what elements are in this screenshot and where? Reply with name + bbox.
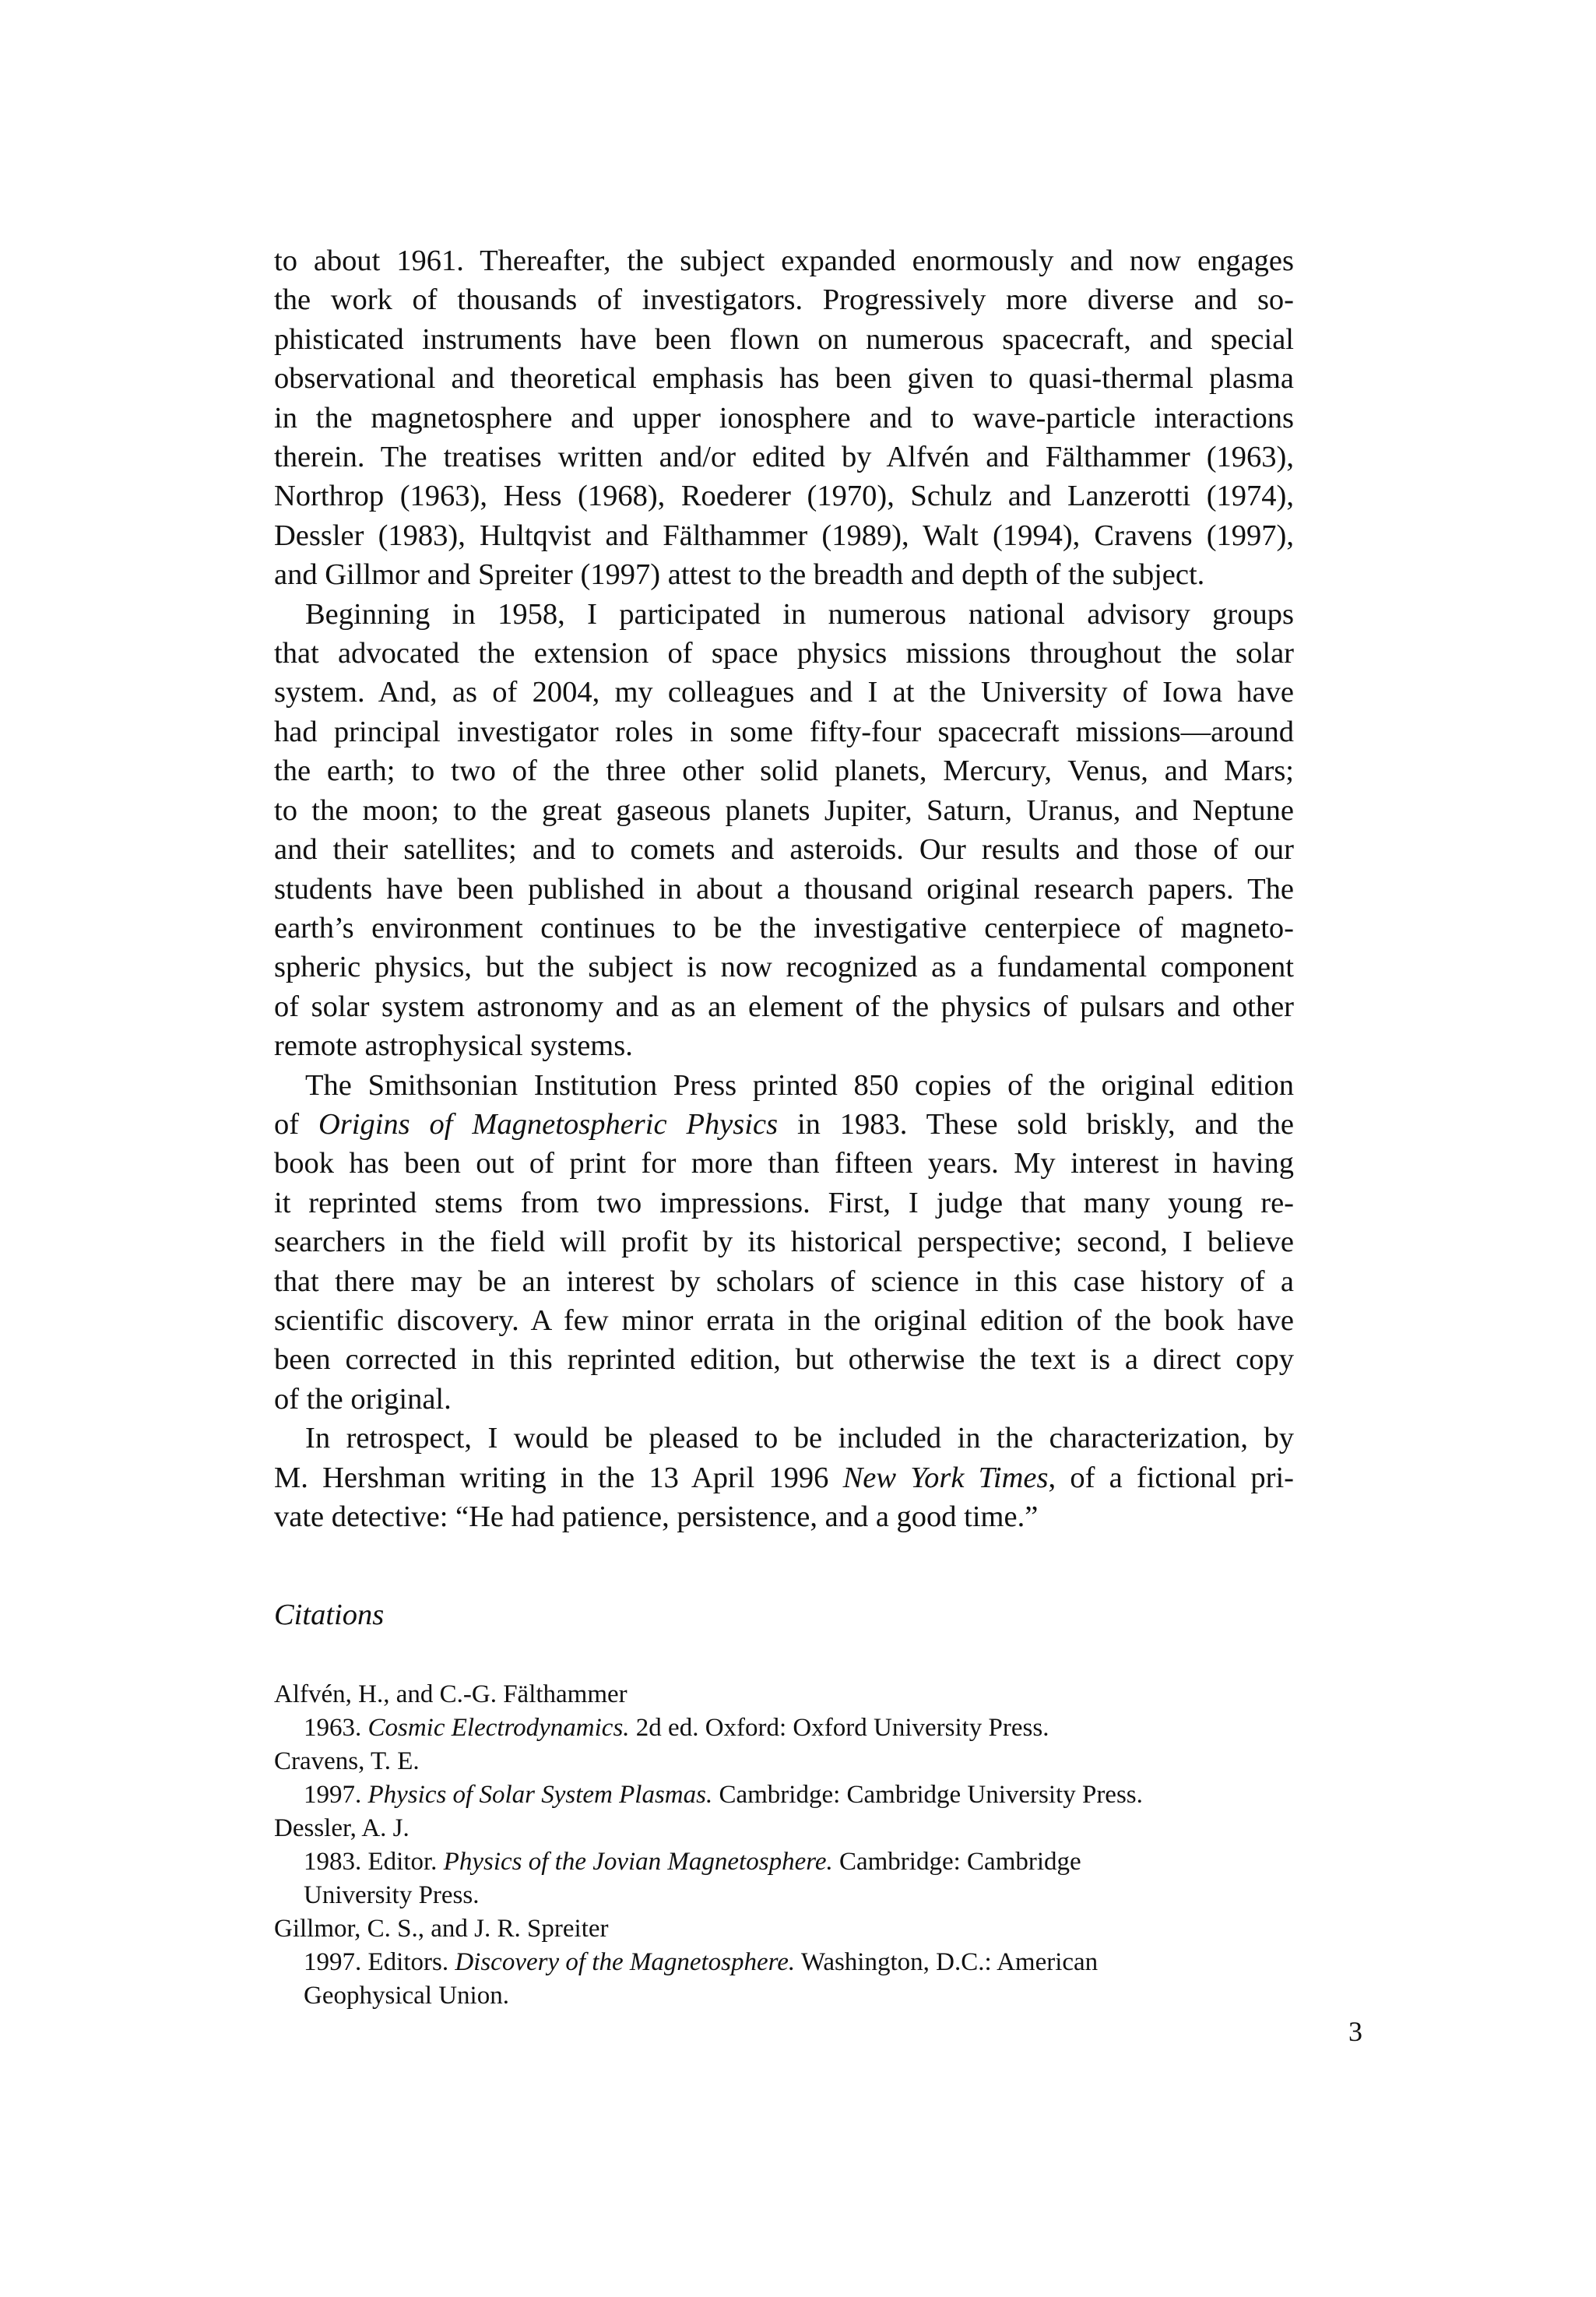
citation-entry (274, 1812, 1286, 1912)
citation-list (274, 1678, 1286, 2013)
text-line: it reprinted stems from two impressions. First, I judge that many young re- (274, 1186, 1294, 1219)
citation-role: Editor. (367, 1848, 438, 1876)
citation-publisher-cont: Geophysical Union. (304, 1982, 509, 2010)
text-line: spheric physics, but the subject is now recognized as a fundamental component (274, 951, 1294, 984)
text-line: and their satellites; and to comets and asteroids. Our results and those of our (274, 833, 1294, 867)
text-line: therein. The treatises written and/or edited by Alfvén and Fälthammer (1963), (274, 441, 1294, 474)
paragraph-4 (274, 1419, 1294, 1536)
book-title-origins: Origins of Magnetospheric Physics (318, 1107, 779, 1141)
text-line: the work of thousands of investigators. Progressively more diverse and so- (274, 283, 1294, 317)
paragraph-2 (274, 595, 1294, 1066)
text-line: in the magnetosphere and upper ionosphere and to wave-particle interactions (274, 401, 1294, 434)
text-fragment: in 1983. These sold briskly, and the (778, 1107, 1294, 1141)
citation-author: Dessler, A. J. (274, 1814, 410, 1842)
text-line: system. And, as of 2004, my colleagues and I at the University of Iowa have (274, 676, 1294, 709)
citation-year: 1963. (304, 1714, 362, 1742)
page-number: 3 (1348, 2016, 1362, 2047)
citation-detail (274, 1845, 1286, 1912)
citation-year: 1997. (304, 1781, 362, 1809)
text-line: that advocated the extension of space physics missions throughout the solar (274, 637, 1294, 670)
citation-title: Discovery of the Magnetosphere. (455, 1948, 796, 1976)
citation-author: Gillmor, C. S., and J. R. Spreiter (274, 1915, 609, 1943)
text-line: students have been published in about a thousand original research papers. The (274, 872, 1294, 906)
citation-title: Physics of Solar System Plasmas. (367, 1781, 713, 1809)
text-fragment: , of a fictional pri- (1048, 1461, 1294, 1494)
newspaper-title: New York Times (842, 1461, 1049, 1494)
paragraph-1 (274, 241, 1294, 595)
text-line: observational and theoretical emphasis has been given to quasi-thermal plasma (274, 362, 1294, 396)
citation-detail (274, 1946, 1286, 2013)
text-line: Beginning in 1958, I participated in numerous national advisory groups (305, 597, 1294, 631)
text-line: of solar system astronomy and as an element of the physics of pulsars and other (274, 990, 1294, 1023)
text-line: vate detective: “He had patience, persistence, and a good time.” (274, 1500, 1039, 1533)
text-line: phisticated instruments have been flown on numerous spacecraft, and special (274, 322, 1294, 356)
text-line: In retrospect, I would be pleased to be included in the characterization, by (305, 1422, 1294, 1455)
text-line: to the moon; to the great gaseous planets Jupiter, Saturn, Uranus, and Neptune (274, 793, 1294, 827)
body-text (274, 241, 1294, 1536)
text-fragment: M. Hershman writing in the 13 April 1996 (274, 1461, 843, 1494)
text-line: earth’s environment continues to be the investigative centerpiece of magneto- (274, 911, 1294, 944)
citation-author: Cravens, T. E. (274, 1747, 420, 1775)
citation-role: Editors. (367, 1948, 449, 1976)
citation-publisher-cont: University Press. (304, 1881, 480, 1909)
text-line (274, 1105, 1294, 1144)
text-line: been corrected in this reprinted edition, but otherwise the text is a direct copy (274, 1343, 1294, 1377)
text-line: scientific discovery. A few minor errata in the original edition of the book have (274, 1303, 1294, 1337)
text-line: remote astrophysical systems. (274, 1029, 633, 1063)
text-line: Dessler (1983), Hultqvist and Fälthammer (1989), Walt (1994), Cravens (1997), (274, 519, 1294, 552)
citations-heading: Citations (274, 1599, 385, 1631)
paragraph-3 (274, 1066, 1294, 1419)
citation-title: Physics of the Jovian Magnetosphere. (443, 1848, 833, 1876)
text-line: Northrop (1963), Hess (1968), Roederer (1970), Schulz and Lanzerotti (1974), (274, 480, 1294, 513)
citation-detail (274, 1711, 1286, 1745)
text-line: of the original. (274, 1382, 452, 1416)
text-line: The Smithsonian Institution Press printed 850 copies of the original edition (305, 1068, 1294, 1102)
citation-publisher: Cambridge: Cambridge (838, 1848, 1081, 1876)
text-line (274, 1458, 1294, 1497)
citation-publisher: Washington, D.C.: American (800, 1948, 1099, 1976)
citation-year: 1983. (304, 1848, 362, 1876)
text-line: that there may be an interest by scholars of science in this case history of a (274, 1265, 1294, 1298)
citation-entry (274, 1912, 1286, 2013)
text-fragment: of (274, 1107, 318, 1141)
citation-entry (274, 1745, 1286, 1812)
citation-publisher: Cambridge: Cambridge University Press. (719, 1781, 1143, 1809)
citation-author: Alfvén, H., and C.-G. Fälthammer (274, 1680, 628, 1708)
citation-publisher: 2d ed. Oxford: Oxford University Press. (635, 1714, 1049, 1742)
text-line: to about 1961. Thereafter, the subject expanded enormously and now engages (274, 244, 1294, 277)
citation-detail (274, 1778, 1286, 1812)
citation-title: Cosmic Electrodynamics. (367, 1714, 630, 1742)
citation-year: 1997. (304, 1948, 362, 1976)
text-line: searchers in the field will profit by its historical perspective; second, I believe (274, 1226, 1294, 1259)
citation-entry (274, 1678, 1286, 1745)
text-line: and Gillmor and Spreiter (1997) attest to the breadth and depth of the subject. (274, 558, 1205, 592)
text-line: book has been out of print for more than fifteen years. My interest in having (274, 1147, 1294, 1180)
text-line: the earth; to two of the three other solid planets, Mercury, Venus, and Mars; (274, 755, 1294, 788)
text-line: had principal investigator roles in some fifty-four spacecraft missions—around (274, 715, 1294, 748)
